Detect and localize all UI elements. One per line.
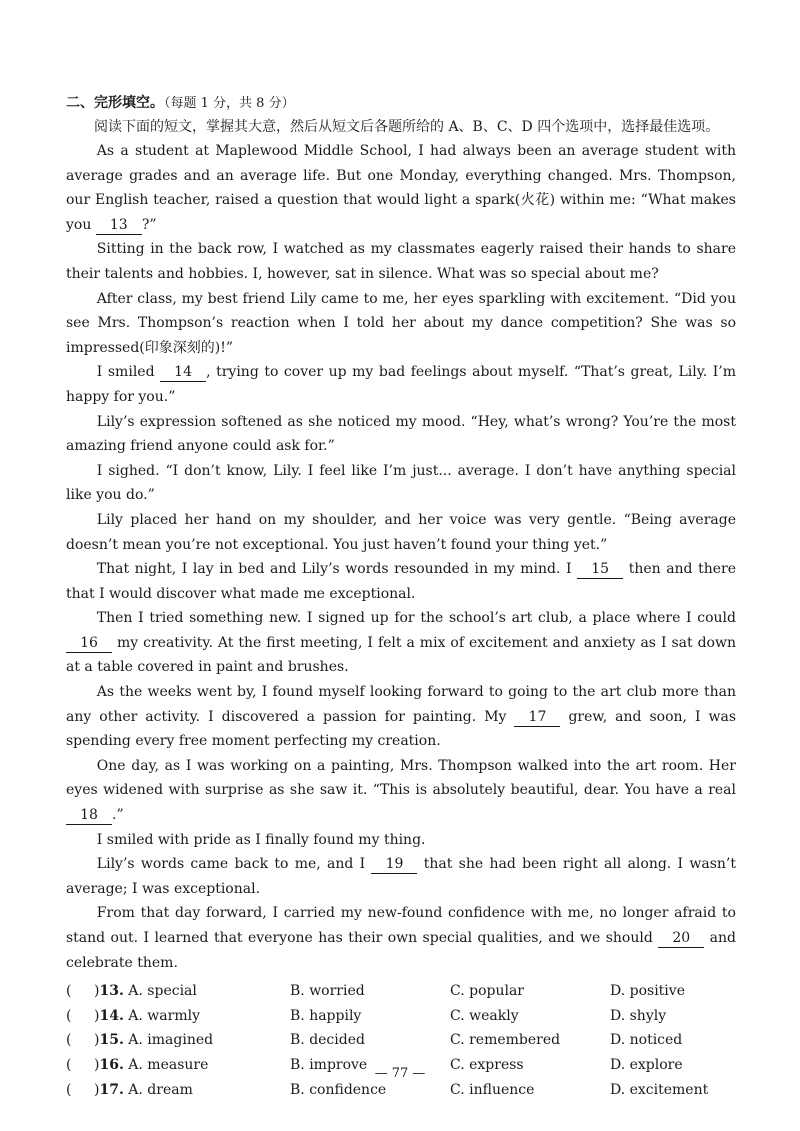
paragraph-5: Lily’s expression softened as she noticed my mood. “Hey, what’s wrong? You’re the most amazing friend anyone could ask for.” (66, 413, 736, 455)
option-c: C. remembered (450, 1032, 561, 1049)
answer-paren-close: ) (94, 1032, 100, 1049)
section-note: （每题 1 分，共 8 分） (164, 96, 295, 111)
option-a (94, 1028, 290, 1053)
question-options (66, 979, 736, 1102)
option-c: C. weakly (450, 1007, 519, 1024)
paragraph-3: After class, my best friend Lily came to me, her eyes sparkling with excitement. “Did you see Mrs. Thompson’s reaction when I told her about my dance competition? She was so impressed(印象深刻的)!” (66, 290, 736, 356)
paragraph-text: From that day forward, I carried my new-found confidence with me, no longer afraid to stand out. I learned that everyone has their own special qualities, and we should (66, 905, 736, 946)
blank-14: 14 (160, 363, 206, 382)
answer-paren-open: ( (66, 1007, 72, 1024)
answer-paren-open: ( (66, 1032, 72, 1049)
option-a-text: A. warmly (128, 1007, 200, 1024)
question-number: 16. (99, 1056, 124, 1073)
paragraph-text: Lily’s words came back to me, and I (96, 856, 372, 873)
option-a (94, 1004, 290, 1029)
paragraph-12: I smiled with pride as I finally found my thing. (96, 831, 426, 848)
option-c: C. express (450, 1056, 524, 1073)
option-c: C. popular (450, 983, 524, 1000)
page-number: — 77 — (374, 1066, 426, 1081)
option-c: C. influence (450, 1081, 535, 1098)
option-d: D. explore (610, 1056, 683, 1073)
blank-18: 18 (66, 806, 112, 825)
answer-paren-close: ) (94, 983, 100, 1000)
answer-paren-close: ) (94, 1081, 100, 1098)
paragraph-text: , trying to cover up my bad feelings about myself. “That’s great, Lily. I’m happy for you.” (66, 364, 737, 405)
option-d: D. shyly (610, 1007, 667, 1024)
paragraph-10 (66, 680, 736, 754)
answer-paren-open: ( (66, 1056, 72, 1073)
paragraph-7: Lily placed her hand on my shoulder, and her voice was very gentle. “Being average doesn’t mean you’re not exceptional. You just haven’t found your thing yet.” (66, 511, 736, 553)
answer-paren-open: ( (66, 983, 72, 1000)
question-row-13 (66, 979, 736, 1004)
paragraph-4 (66, 360, 736, 409)
question-number: 15. (99, 1032, 124, 1049)
question-number: 13. (99, 983, 124, 1000)
question-number: 17. (99, 1081, 124, 1098)
paragraph-text: As the weeks went by, I found myself looking forward to going to the art club more than any other activity. I discovered a passion for painting. My (66, 684, 736, 725)
blank-20: 20 (658, 929, 704, 948)
option-a-text: A. measure (128, 1056, 209, 1073)
question-row-17 (66, 1078, 736, 1103)
answer-paren-close: ) (94, 1007, 100, 1024)
question-number: 14. (99, 1007, 124, 1024)
option-b: B. happily (290, 1007, 362, 1024)
option-b: B. worried (290, 983, 365, 1000)
paragraph-2: Sitting in the back row, I watched as my classmates eagerly raised their hands to share their talents and hobbies. I, however, sat in silence. What was so special about me? (66, 241, 736, 282)
paragraph-text: .” (112, 807, 124, 824)
answer-paren-open: ( (66, 1081, 72, 1098)
blank-16: 16 (66, 634, 112, 653)
blank-17: 17 (514, 708, 560, 727)
paragraph-9 (66, 606, 736, 680)
option-a (94, 1078, 290, 1103)
content (66, 92, 736, 1102)
paragraph-text: my creativity. At the first meeting, I felt a mix of excitement and anxiety as I sat down at a table covered in paint and brushes. (66, 634, 736, 676)
option-d: D. noticed (610, 1032, 683, 1049)
option-a-text: A. special (128, 983, 197, 1000)
paragraph-text: and celebrate them. (66, 930, 736, 971)
paragraph-text: I smiled (96, 364, 161, 381)
option-b: B. improve (290, 1056, 368, 1073)
option-a-text: A. imagined (128, 1032, 214, 1049)
option-a (94, 979, 290, 1004)
section-heading (66, 92, 736, 115)
option-b: B. confidence (290, 1081, 387, 1098)
paragraph-6: I sighed. “I don’t know, Lily. I feel like I’m just... average. I don’t have anything special like you do.” (66, 462, 736, 504)
paragraph-text: Then I tried something new. I signed up for the school’s art club, a place where I could (96, 610, 736, 627)
option-a-text: A. dream (128, 1081, 193, 1098)
paragraph-1 (66, 139, 736, 237)
paragraph-text: One day, as I was working on a painting, Mrs. Thompson walked into the art room. Her eyes widened with surprise as she saw it. “This is absolutely beautiful, dear. You have a real (66, 757, 736, 799)
paragraph-text: ?” (141, 216, 157, 233)
paragraph-text: grew, and soon, I was spending every free moment perfecting my creation. (66, 708, 737, 750)
blank-13: 13 (96, 216, 142, 235)
paragraph-11 (66, 754, 736, 828)
paragraph-text: that she had been right all along. I wasn’t average; I was exceptional. (66, 856, 736, 897)
paragraph-13 (66, 852, 736, 901)
blank-15: 15 (577, 560, 623, 579)
option-d: D. excitement (610, 1081, 709, 1098)
answer-paren-close: ) (94, 1056, 100, 1073)
option-d: D. positive (610, 983, 685, 1000)
question-row-14 (66, 1004, 736, 1029)
blank-19: 19 (371, 855, 417, 874)
paragraph-text: That night, I lay in bed and Lily’s words resounded in my mind. I (96, 561, 578, 578)
option-b: B. decided (290, 1032, 365, 1049)
paragraph-text: As a student at Maplewood Middle School, I had always been an average student with average grades and an average life. But one Monday, everything changed. Mrs. Thompson, our English teacher, raised a question that would light a spark(火花) within me: “What makes you (66, 143, 736, 233)
instructions: 阅读下面的短文，掌握其大意，然后从短文后各题所给的 A、B、C、D 四个选项中，选择最佳选项。 (94, 119, 720, 135)
section-title: 二、完形填空。 (66, 95, 164, 111)
paragraph-text: then and there that I would discover what made me exceptional. (66, 561, 736, 602)
paragraph-8 (66, 557, 736, 606)
question-row-15 (66, 1028, 736, 1053)
paragraph-14 (66, 901, 736, 975)
